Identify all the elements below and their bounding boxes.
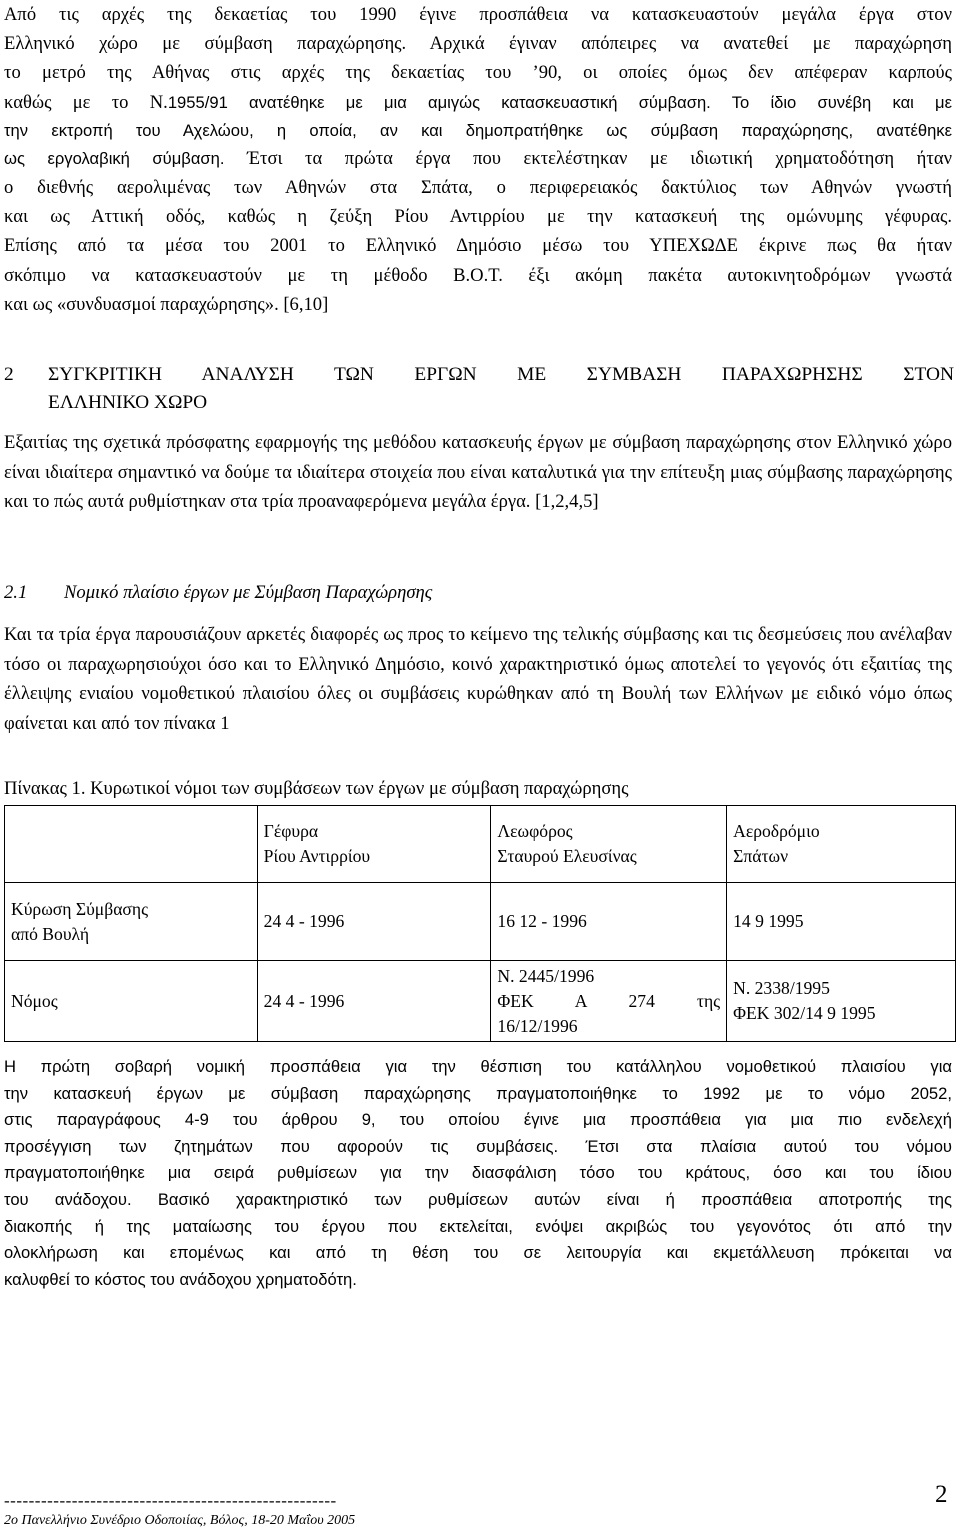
- intro-text: 1955/91 ανατέθηκε με μια αμιγώς κατασκευαστική σύμβαση.: [167, 92, 711, 112]
- footer-text: 2ο Πανελλήνιο Συνέδριο Οδοποιίας, Βόλος, 18-20 Μαΐου 2005: [4, 1513, 356, 1528]
- subsection-number: 2.1: [4, 582, 28, 603]
- intro-line: και ως «συνδυασμοί παραχώρησης». [6,10]: [4, 293, 329, 315]
- intro-text: Έτσι τα πρώτα έργα που εκτελέστηκαν με ιδιωτική χρηματοδότηση ήταν: [224, 147, 953, 169]
- table-cell: [491, 961, 727, 1042]
- closing-line: Η πρώτη σοβαρή νομική προσπάθεια για την θέσπιση του κατάλληλου νομοθετικού πλαισίου για: [4, 1057, 952, 1076]
- table-row: [5, 961, 956, 1042]
- header-text: Γέφυρα: [263, 821, 319, 841]
- cell-line: Ν. 2445/1996: [497, 965, 595, 986]
- intro-line: την εκτροπή του Αχελώου, η οποία, αν και δημοπρατήθηκε ως σύμβαση παραχώρησης, ανατέθηκε: [4, 120, 952, 140]
- cell-line: ΦΕΚ 302/14 9 1995: [733, 1003, 876, 1023]
- subsection-paragraph: Και τα τρία έργα παρουσιάζουν αρκετές διαφορές ως προς το κείμενο της τελικής σύμβασης και τις δεσμεύσεις που ανέλαβαν τόσο οι παραχωρησιούχοι όσο και το Ελληνικό Δημόσιο, κοινό χαρακτηριστικό όμως αποτελεί το γεγονός ότι εξαιτίας της έλλειψης ενιαίου νομοθετικού πλαισίου όλες οι συμβάσεις κυρώθηκαν από τη Βουλή των Ελλήνων με ειδικό νόμο όπως φαίνεται και από τον πίνακα 1: [4, 624, 952, 734]
- table-row: [5, 883, 956, 961]
- closing-line: ολοκλήρωση και επομένως και από τη θέση του σε λειτουργία και εκμετάλλευση πρόκειται να: [4, 1243, 952, 1263]
- section-heading-line: [4, 361, 954, 389]
- intro-paragraph: [4, 0, 952, 319]
- intro-line: σκόπιμο να κατασκευαστούν με τη μέθοδο Β.Ο.Τ. έξι ακόμη πακέτα αυτοκινητοδρόμων γνωστά: [4, 264, 952, 286]
- header-text: Σπάτων: [733, 846, 789, 866]
- header-text: Λεωφόρος: [497, 821, 573, 841]
- table-header-cell: [727, 806, 956, 883]
- intro-line: το μετρό της Αθήνας στις αρχές της δεκαετίας του ’90, οι οποίες όμως δεν απέφεραν καρπούς: [4, 62, 952, 84]
- table-cell: [727, 961, 956, 1042]
- row-label: από Βουλή: [11, 923, 90, 944]
- page-number: 2: [935, 1481, 948, 1508]
- intro-text: [711, 93, 732, 112]
- laws-table: [4, 805, 956, 1042]
- header-text: Σταυρού Ελευσίνας: [497, 846, 637, 866]
- intro-line: Επίσης από τα μέσα του 2001 το Ελληνικό Δημόσιο μέσω του ΥΠΕΧΩΔΕ έκρινε πως θα ήταν: [4, 235, 952, 257]
- table-header-cell: [491, 806, 727, 883]
- intro-line-mixed: [4, 144, 952, 173]
- closing-paragraph: [4, 1054, 952, 1293]
- intro-line: και ως Αττική οδός, καθώς η ζεύξη Ρίου Αντιρρίου με την κατασκευή της ομώνυμης γέφυρας.: [4, 206, 952, 228]
- closing-line: πραγματοποιήθηκε μια σειρά ρυθμίσεων για την διασφάλιση τόσο του κράτους, όσο και του ίδιου: [4, 1163, 952, 1183]
- section-heading: [4, 361, 954, 417]
- table-header-cell: [257, 806, 491, 883]
- closing-line: προσέγγιση των ζητημάτων που αφορούν τις συμβάσεις. Έτσι στα πλαίσια αυτού του νόμου: [4, 1136, 952, 1156]
- footer-rule: ------------------------------------------------------: [4, 1491, 337, 1510]
- table-cell: 16 12 - 1996: [491, 883, 727, 961]
- closing-line: στις παραγράφους 4-9 του άρθρου 9, του οποίου έγινε μια προσπάθεια για μια πιο ενδελεχή: [4, 1110, 952, 1130]
- section-number: 2: [4, 364, 14, 385]
- table-caption: Πίνακας 1. Κυρωτικοί νόμοι των συμβάσεων των έργων με σύμβαση παραχώρησης: [4, 778, 629, 799]
- intro-line: Ελληνικό χώρο με σύμβαση παραχώρησης. Αρχικά έγιναν απόπειρες να ανατεθεί με παραχώρηση: [4, 33, 952, 55]
- intro-text: Το ίδιο συνέβη και με: [731, 92, 953, 112]
- section-paragraph: Εξαιτίας της σχετικά πρόσφατης εφαρμογής της μεθόδου κατασκευής έργων με σύμβαση παραχώρησης στον Ελληνικό χώρο είναι ιδιαίτερα σημαντικό να δούμε τα ιδιαίτερα στοιχεία που είναι καταλυτικά για την επίτευξη μιας σύμβασης παραχώρησης και το πώς αυτά ρυθμίστηκαν στα τρία προαναφερόμενα μεγάλα έργα. [1,2,4,5]: [4, 432, 952, 513]
- closing-line: την κατασκευή έργων με σύμβαση παραχώρησης πραγματοποιήθηκε το 1992 με το νόμο 2052,: [4, 1083, 952, 1103]
- section-title: ΣΥΓΚΡΙΤΙΚΗ ΑΝΑΛΥΣΗ ΤΩΝ ΕΡΓΩΝ ΜΕ ΣΥΜΒΑΣΗ ΠΑΡΑΧΩΡΗΣΗΣ ΣΤΟΝ: [48, 364, 954, 385]
- header-text: Ρίου Αντιρρίου: [263, 846, 371, 866]
- row-label: Κύρωση Σύμβασης: [11, 898, 149, 919]
- intro-line: Από τις αρχές της δεκαετίας του 1990 έγινε προσπάθεια να κατασκευαστούν μεγάλα έργα στον: [4, 4, 952, 25]
- cell-line: Ν. 2338/1995: [733, 978, 830, 998]
- table-cell-empty: [5, 806, 258, 883]
- closing-line: του ανάδοχου. Βασικό χαρακτηριστικό των ρυθμίσεων αυτών είναι ή προσπάθεια αποτροπής της: [4, 1189, 952, 1209]
- subsection-title: Νομικό πλαίσιο έργων με Σύμβαση Παραχώρησης: [64, 582, 433, 603]
- cell-line: ΦΕΚ Α 274 της: [497, 990, 721, 1011]
- closing-line: καλυφθεί το κόστος του ανάδοχου χρηματοδότη.: [4, 1269, 357, 1289]
- intro-line: ο διεθνής αερολιμένας των Αθηνών στα Σπάτα, ο περιφερειακός δακτύλιος των Αθηνών γνωστή: [4, 177, 952, 199]
- section-title-continued: ΕΛΛΗΝΙΚΟ ΧΩΡΟ: [48, 392, 208, 413]
- row-label-cell: Νόμος: [5, 961, 258, 1042]
- intro-text: καθώς με το Ν.: [4, 91, 168, 113]
- intro-line-mixed: [4, 88, 952, 117]
- table-header-row: [5, 806, 956, 883]
- subsection-heading: [4, 580, 432, 606]
- closing-line: διακοπής ή της ματαίωσης του έργου που εκτελείται, ενόψει ακριβώς του γεγονότος ότι από την: [4, 1216, 952, 1236]
- header-text: Αεροδρόμιο: [733, 821, 820, 841]
- intro-text: ως εργολαβική σύμβαση.: [4, 148, 225, 168]
- row-label-cell: [5, 883, 258, 961]
- table-cell: 24 4 - 1996: [257, 883, 491, 961]
- table-cell: 24 4 - 1996: [257, 961, 491, 1042]
- table-cell: 14 9 1995: [727, 883, 956, 961]
- cell-line: 16/12/1996: [497, 1015, 578, 1036]
